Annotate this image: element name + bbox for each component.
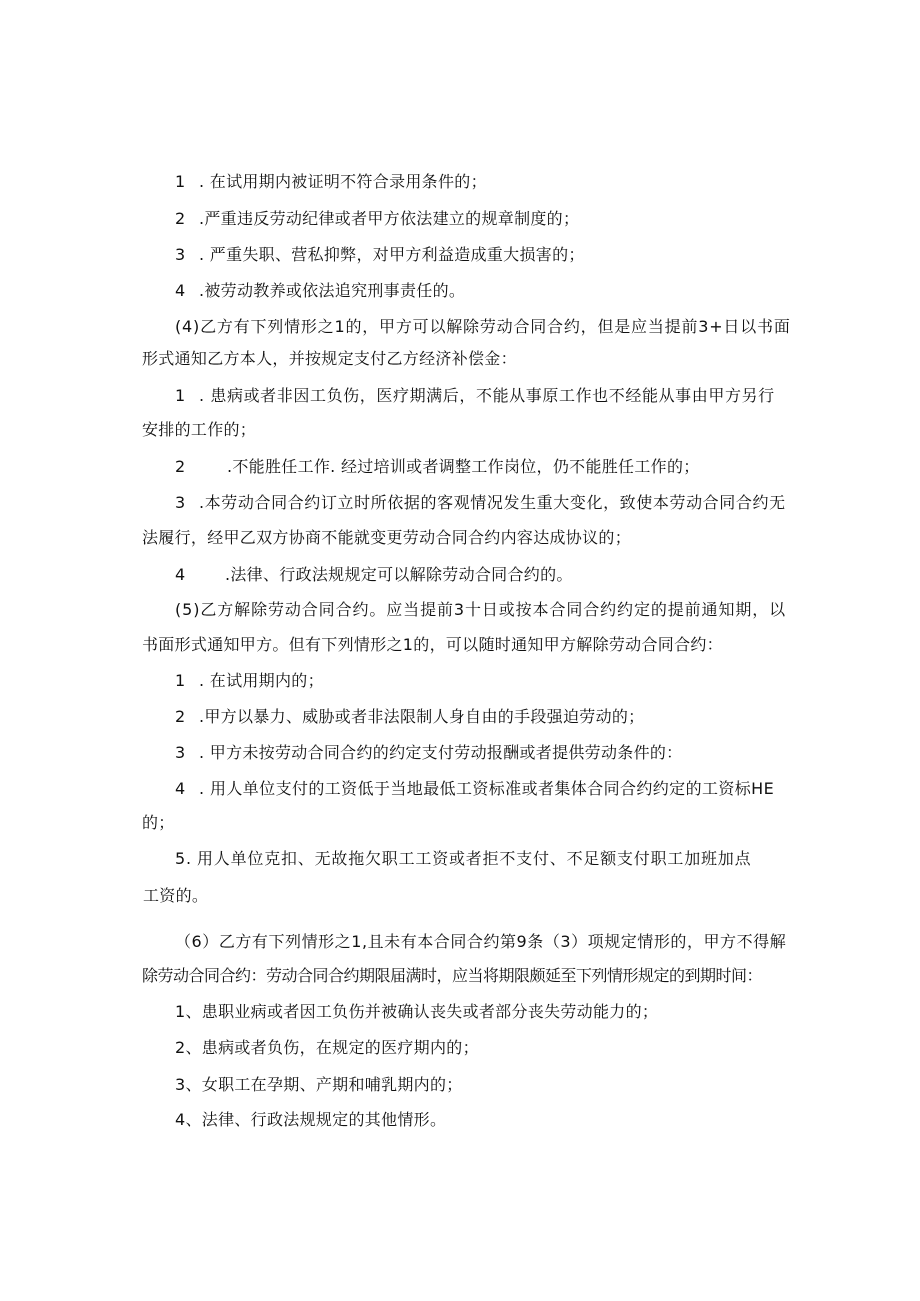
list-item: 3、女职工在孕期、产期和哺乳期内的； <box>175 1075 463 1094</box>
list-item <box>175 743 682 763</box>
paragraph-line: 除劳动合同合约：劳动合同合约期限届满时，应当将期限颇延至下列情形规定的到期时间： <box>142 966 763 985</box>
item-number: 2 <box>175 707 186 726</box>
list-item <box>175 779 774 799</box>
list-item <box>175 849 751 869</box>
item-text: . 严重失职、营私抑弊，对甲方利益造成重大损害的； <box>199 245 585 264</box>
item-text: . 在试用期内的； <box>199 671 324 690</box>
list-item <box>175 707 645 727</box>
list-item <box>175 172 487 192</box>
list-item <box>175 565 573 585</box>
item-text: . 用人单位支付的工资低于当地最低工资标准或者集体合同合约约定的工资标HE <box>199 779 775 798</box>
item-number: 1 <box>175 386 186 405</box>
list-item <box>175 281 465 301</box>
list-item <box>175 245 585 265</box>
item-number: 4 <box>175 779 186 798</box>
item-number: 2 <box>175 209 186 228</box>
item-number: 3 <box>175 743 186 762</box>
paragraph-line: 形式通知乙方本人，并按规定支付乙方经济补偿金： <box>142 349 517 368</box>
paragraph-line: 法履行，经甲乙双方协商不能就变更劳动合同合约内容达成协议的； <box>142 528 632 547</box>
list-item: 1、患职业病或者因工负伤并被确认丧失或者部分丧失劳动能力的； <box>175 1002 659 1021</box>
list-item <box>175 386 775 406</box>
paragraph-line: 安排的工作的； <box>142 420 257 439</box>
item-number: 4 <box>175 565 186 584</box>
paragraph-line: （6）乙方有下列情形之1,且未有本合同合约第9条（3）项规定情形的，甲方不得解 <box>175 932 787 951</box>
item-text: .本劳动合同合约订立时所依据的客观情况发生重大变化，致使本劳动合同合约无 <box>199 493 786 512</box>
paragraph-line: 的； <box>142 813 175 832</box>
list-item: 2、患病或者负伤，在规定的医疗期内的； <box>175 1038 479 1057</box>
item-number: 1 <box>175 172 186 191</box>
list-item <box>175 209 579 229</box>
item-text: . 在试用期内被证明不符合录用条件的； <box>199 172 487 191</box>
item-number: 4 <box>175 281 186 300</box>
paragraph-line: (4)乙方有下列情形之1的，甲方可以解除劳动合同合约，但是应当提前3+日以书面 <box>175 317 791 336</box>
list-item <box>175 671 324 691</box>
item-text: .被劳动教养或依法追究刑事责任的。 <box>199 281 466 300</box>
item-text: . 患病或者非因工负伤，医疗期满后，不能从事原工作也不经能从事由甲方另行 <box>199 386 775 405</box>
item-text: .不能胜任工作. 经过培训或者调整工作岗位，仍不能胜任工作的； <box>227 457 700 476</box>
paragraph-line: (5)乙方解除劳动合同合约。应当提前3十日或按本合同合约约定的提前通知期，以 <box>175 600 787 619</box>
item-text: 用人单位克扣、无故拖欠职工工资或者拒不支付、不足额支付职工加班加点 <box>197 849 752 868</box>
item-number: 2 <box>175 457 186 476</box>
paragraph-line: 书面形式通知甲方。但有下列情形之1的，可以随时通知甲方解除劳动合同合约： <box>142 635 723 654</box>
item-text: . 甲方未按劳动合同合约的约定支付劳动报酬或者提供劳动条件的： <box>199 743 683 762</box>
item-number: 3 <box>175 245 186 264</box>
paragraph-line: 工资的。 <box>143 886 209 905</box>
list-item <box>175 493 786 513</box>
item-number: 1 <box>175 671 186 690</box>
item-number: 3 <box>175 493 186 512</box>
list-item <box>175 457 700 477</box>
item-number: 5. <box>175 849 192 868</box>
item-text: .严重违反劳动纪律或者甲方依法建立的规章制度的； <box>199 209 580 228</box>
item-text: .法律、行政法规规定可以解除劳动合同合约的。 <box>225 565 573 584</box>
list-item: 4、法律、行政法规规定的其他情形。 <box>175 1110 447 1129</box>
item-text: .甲方以暴力、威胁或者非法限制人身自由的手段强迫劳动的； <box>199 707 645 726</box>
